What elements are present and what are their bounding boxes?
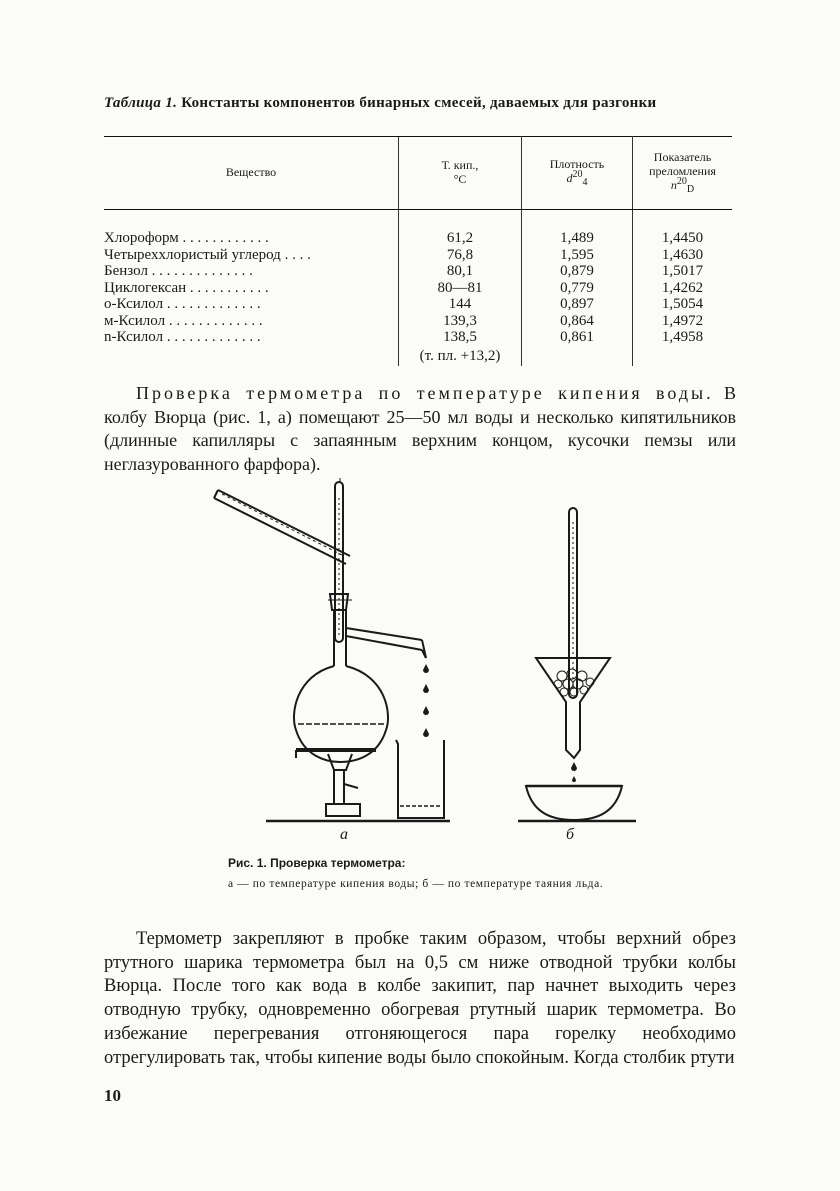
figure-caption-title: Рис. 1. Проверка термометра: [228, 856, 406, 870]
table-caption [104, 94, 744, 112]
figure-label-b: б [566, 826, 575, 843]
side-arm [346, 628, 426, 658]
cell-density: 0,861 [560, 329, 594, 345]
drops-b [571, 762, 577, 782]
paragraph-2-text: Термометр закрепляют в пробке таким образом, чтобы верхний обрез ртутного шарика термометра был на 0,5 см ниже отводной трубки колбы Вюрца. После того как вода в колбе закипит, пар начнет выходить через отводную трубку, одновременно обогревая ртутный шарик термометра. Во избежание перегревания отгоняющегося пара горелку необходимо отрегулировать так, чтобы кипение воды было спокойным. Когда столбик ртути [104, 929, 736, 1068]
cell-substance: Четыреххлористый углерод . . . . [104, 246, 311, 263]
constants-table [104, 136, 732, 366]
cell-ri: 1,4450 [661, 230, 704, 246]
beaker [396, 740, 444, 818]
figure-caption [228, 856, 628, 891]
cell-density: 1,489 [560, 230, 594, 246]
cell-ri: 1,4958 [661, 329, 704, 345]
paragraph-1-lead: Проверка термометра по температуре кипения воды. [136, 383, 714, 403]
cell-density: 1,595 [560, 246, 594, 263]
header-ri-line2: преломления [649, 164, 716, 178]
paragraph-2 [104, 928, 736, 1070]
flask-bulb [294, 666, 388, 762]
cell-ri: 1,4262 [661, 279, 704, 296]
table-caption-text: Константы компонентов бинарных смесей, даваемых для разгонки [181, 95, 657, 111]
table-body-row [104, 210, 732, 366]
cell-substance: о-Ксилол . . . . . . . . . . . . . [104, 296, 261, 312]
cell-bp: 144 [448, 296, 472, 312]
header-ri-line1: Показатель [653, 150, 712, 164]
table-header-row [104, 137, 732, 210]
cell-ri: 1,5017 [661, 263, 704, 279]
cell-bp: 138,5 [443, 329, 477, 345]
cell-bp-note: (т. пл. +13,2) [419, 347, 501, 364]
cell-substance: Бензол . . . . . . . . . . . . . . [104, 263, 253, 279]
header-substance-label: Вещество [225, 165, 277, 179]
cell-ri: 1,4630 [661, 246, 704, 263]
cell-ri: 1,5054 [661, 296, 704, 312]
header-density-symbol: d [566, 171, 573, 185]
cell-substance: Циклогексан . . . . . . . . . . . [104, 279, 269, 296]
cell-bp: 139,3 [443, 312, 477, 329]
cell-substance: Хлороформ . . . . . . . . . . . . [104, 230, 269, 246]
header-substance [104, 137, 399, 210]
cell-substance: м-Ксилол . . . . . . . . . . . . . [104, 312, 263, 329]
table-caption-label: Таблица 1. [104, 95, 178, 111]
cell-ri: 1,4972 [661, 312, 704, 329]
paragraph-1 [104, 382, 736, 476]
paragraph-1-text: В колбу Вюрца (рис. 1, а) помещают 25—50 мл воды и несколько кипятильников (длинные капилляры с запаянным верхним концом, кусочки пемзы или неглазурованного фарфора). [104, 383, 736, 474]
header-density-sup: 20 [572, 169, 583, 180]
cell-density: 0,864 [560, 312, 594, 329]
header-refractive-index [633, 137, 733, 210]
header-bp-line1: Т. кип., [441, 158, 479, 172]
condenser-tube [214, 490, 350, 564]
header-ri-sub: D [686, 184, 695, 195]
cell-bp: 76,8 [446, 246, 474, 263]
header-ri-symbol: n [670, 178, 677, 192]
ice-funnel-illustration [518, 508, 636, 821]
page-number: 10 [104, 1086, 121, 1105]
apparatus-figure [200, 478, 640, 838]
header-density [522, 137, 633, 210]
column-bp [399, 210, 522, 366]
ice-pieces [554, 669, 594, 696]
cell-substance: n-Ксилол . . . . . . . . . . . . . [104, 329, 261, 345]
header-ri-sup: 20 [676, 176, 687, 187]
figure-label-a: а [340, 826, 348, 843]
cell-bp: 80,1 [446, 263, 474, 279]
header-density-label: Плотность [549, 157, 605, 171]
header-density-sub: 4 [582, 177, 588, 188]
column-density [522, 210, 633, 366]
column-refractive-index [633, 210, 733, 366]
cell-density: 0,879 [560, 263, 594, 279]
figure-caption-body: а — по температуре кипения воды; б — по температуре таяния льда. [228, 878, 604, 890]
cell-bp: 61,2 [446, 230, 474, 246]
burner [326, 754, 360, 816]
stopper [330, 594, 348, 610]
cell-density: 0,897 [560, 296, 594, 312]
wurtz-flask-illustration [214, 478, 450, 821]
header-bp [399, 137, 522, 210]
header-bp-line2: °С [453, 172, 467, 186]
evaporating-dish [526, 786, 622, 820]
cell-density: 0,779 [560, 279, 594, 296]
cell-bp: 80—81 [437, 279, 483, 296]
drops-a [423, 664, 429, 737]
column-substance [104, 210, 399, 366]
